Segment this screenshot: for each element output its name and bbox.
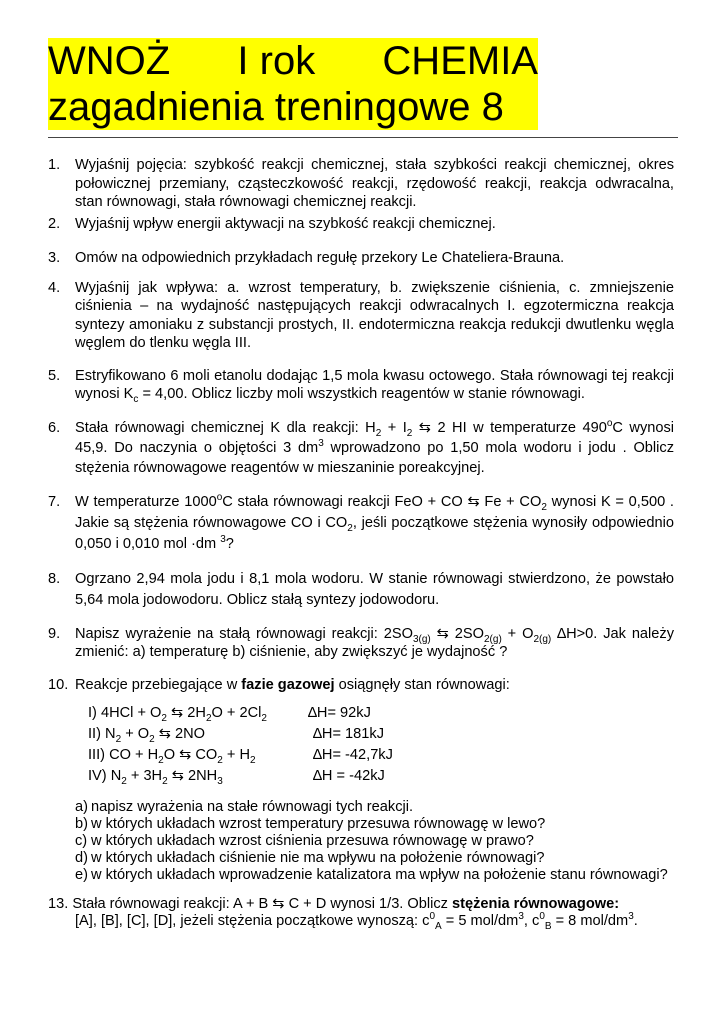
question-number: 5. — [48, 367, 61, 384]
reaction-3: III) CO + $H_2O$ ⇆ $CO_2 + H_2$ ∆H= -42,7kJ — [88, 747, 393, 766]
reaction-4: IV) $N_2 + 3H_2$ ⇆ $2NH_3$ ∆H = -42kJ — [88, 768, 385, 787]
enthalpy-value: ∆H= -42,7kJ — [313, 747, 393, 763]
question-10 — [48, 676, 674, 695]
question-text: Estryfikowano 6 moli etanolu dodając 1,5 mola kwasu octowego. Stała równowagi tej reakcji wynosi $K_c = 4,00$. Oblicz liczby moli wszystkich reagentów w stanie równowagi. — [75, 367, 674, 405]
question-8 — [48, 569, 674, 611]
question-number: 8. — [48, 570, 61, 587]
subquestion-c: c) w których układach wzrost ciśnienia przesuwa równowagę w prawo? — [75, 833, 534, 849]
enthalpy-value: ∆H= 92kJ — [308, 705, 371, 721]
reaction-1: I) $4HCl + O_2$ ⇆ $2H_2O + 2Cl_2$ ∆H= 92kJ — [88, 705, 371, 724]
question-text: Wyjaśnij pojęcia: szybkość reakcji chemicznej, stała szybkości reakcji chemicznej, okres połowicznej przemiany, cząsteczkowość reakcji, rzędowość reakcji, reakcja odwracalna, stan równowagi, stała równowagi chemicznej reakcji. — [75, 157, 674, 210]
reaction-list — [48, 703, 674, 787]
enthalpy-value: ∆H= 181kJ — [313, 726, 384, 742]
title-divider — [48, 137, 678, 138]
title-word-chemia: CHEMIA — [382, 39, 538, 83]
question-text: Wyjaśnij jak wpływa: a. wzrost temperatury, b. zwiększenie ciśnienia, c. zmniejszenie ciśnienia – na wydajność następujących reakcji odwracalnych I. egzotermiczna reakcja syntezy amoniaku z substancji prostych, II. endotermiczna reakcja redukcji dwutlenku węgla węglem do tlenku węgla III. — [75, 279, 674, 351]
question-text: Reakcje przebiegające w fazie gazowej osiągnęły stan równowagi: — [75, 676, 510, 693]
question-number: 2. — [48, 215, 61, 232]
question-number: 7. — [48, 493, 61, 510]
question-text: Napisz wyrażenie na stałą równowagi reakcji: $2SO_{3(g)}$ ⇆ $2SO_{2(g)} + O_{2(g)}$ ∆H>0. Jak należy zmienić: a) temperaturę b) ciśnienie, aby zwiększyć je wydajność ? — [75, 625, 674, 660]
subquestion-d: d) w których układach ciśnienie nie ma wpływu na położenie równowagi? — [75, 850, 545, 866]
title-word-year: I rok — [237, 39, 316, 83]
question-text: Stała równowagi chemicznej K dla reakcji: $H_2 + I_2$ ⇆ 2 HI w temperaturze 490$^o$C wynosi 45,9. Do naczynia o objętości 3 $dm^3$ wprowadzono po 1,50 mola wodoru i jodu . Oblicz stężenia równowagowe reagentów w mieszaninie poreakcyjnej. — [75, 417, 675, 476]
title-word-wnoz: WNOŻ — [48, 39, 171, 83]
question-text: Ogrzano 2,94 mola jodu i 8,1 mola wodoru. W stanie równowagi stwierdzono, że powstało 5,64 mola jodowodoru. Oblicz stałą syntezy jodowodoru. — [75, 570, 674, 608]
question-5 — [48, 367, 674, 404]
question-2 — [48, 215, 674, 234]
question-13 — [48, 896, 674, 930]
subquestion-a: a) napisz wyrażenia na stałe równowagi tych reakcji. — [75, 799, 414, 815]
question-6 — [48, 418, 674, 478]
question-list — [48, 156, 674, 930]
title-line-2: zagadnienia treningowe 8 — [48, 84, 538, 130]
question-number: 6. — [48, 419, 61, 436]
subquestion-e: e) w których układach wprowadzenie katalizatora ma wpływ na położenie stanu równowagi? — [75, 867, 668, 883]
question-text: Omów na odpowiednich przykładach regułę przekory Le Chateliera-Brauna. — [75, 250, 565, 266]
question-number: 1. — [48, 157, 61, 173]
subquestion-b: b) w których układach wzrost temperatury przesuwa równowagę w lewo? — [75, 816, 546, 832]
question-text: 13. Stała równowagi reakcji: A + B ⇆ C + D wynosi 1/3. Oblicz stężenia równowagowe: [A], [B], [C], [D], jeżeli stężenia początkowe wynoszą: $c^0_A = 5$ mol/$dm^3$, $c^0_B = 8$ mol/$dm^3$. — [48, 896, 638, 932]
question-3 — [48, 249, 674, 268]
title-line-1 — [48, 38, 538, 84]
question-text: W temperaturze 1000$^o$C stała równowagi reakcji FeO + CO ⇆ $Fe + CO_2$ wynosi K = 0,500 . Jakie są stężenia równowagowe CO i $CO_2$, jeśli początkowe stężenia wynosiły odpowiednio 0,050 i 0,010 mol ·dm $^3$? — [75, 491, 674, 552]
enthalpy-value: ∆H = -42kJ — [313, 768, 385, 784]
question-7 — [48, 492, 674, 555]
question-number: 9. — [48, 625, 61, 642]
document-title — [48, 38, 538, 130]
question-number: 10. — [48, 676, 69, 693]
question-text: Wyjaśnij wpływ energii aktywacji na szybkość reakcji chemicznej. — [75, 215, 496, 232]
question-4 — [48, 279, 674, 353]
question-number: 3. — [48, 250, 61, 266]
question-number: 4. — [48, 279, 61, 296]
reaction-2: II) $N_2 + O_2$ ⇆ 2NO ∆H= 181kJ — [88, 726, 384, 745]
subquestion-list — [48, 799, 674, 884]
question-1 — [48, 156, 674, 212]
question-number: 13. — [48, 896, 69, 912]
question-9 — [48, 625, 674, 662]
